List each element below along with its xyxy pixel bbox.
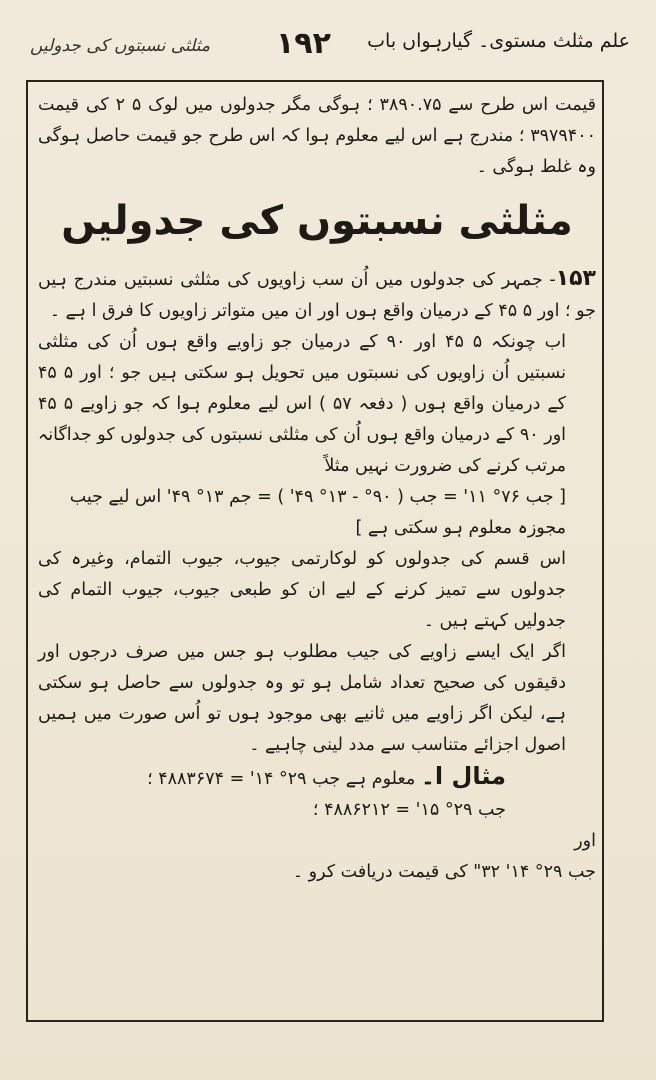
running-head: مثلثی نسبتوں کی جدولیں — [30, 36, 210, 56]
section-number: ۱۵۳ — [555, 266, 596, 291]
section-paragraph-1 — [38, 263, 596, 327]
section-paragraph-3: اس قسم کی جدولوں کو لوکارتمی جیوب، جیوب التمام، وغیرہ کی جدولوں سے تمیز کرنے کے لیے ان کو طبعی جیوب، جیوب التمام کی جدولیں کہتے ہیں ۔ — [38, 549, 566, 631]
page-content — [38, 90, 596, 888]
example-line-1 — [38, 761, 596, 795]
section-paragraph-1-text: - جمہر کی جدولوں میں اُن سب زاویوں کی مثلثی نسبتیں مندرج ہیں جو ؛ اور ۵ ۴۵ کے درمیان واقع ہوں اور ان میں متواتر زاویوں کا فرق ا ہے ۔ — [38, 270, 596, 321]
section-paragraph-2: اب چونکہ ۵ ۴۵ اور ۹۰ کے درمیان جو زاویے واقع ہوں اُن کی مثلثی نسبتیں اُن زاویوں کی نسبتوں میں تحویل ہو سکتی ہیں جو ؛ اور ۵ ۴۵ کے درمیان واقع ہوں ( دفعہ ۵۷ ) اس لیے معلوم ہوا کہ جو زاویے ۵ ۴۵ اور ۹۰ کے درمیان واقع ہوں اُن کی مثلثی نسبتوں کی جدولوں کو جداگانہ مرتب کرنے کی ضرورت نہیں مثلاً — [38, 332, 567, 476]
book-title-header: علم مثلث مستوی۔ گیارہواں باب — [367, 30, 630, 52]
example-line-3: جب ۲۹° ۱۴' ۳۲" کی قیمت دریافت کرو ۔ — [292, 862, 596, 882]
example-line-1-text: معلوم ہے جب ۲۹° ۱۴' = ۴۸۸۳۶۷۴ ؛ — [147, 769, 416, 789]
page-number: ۱۹۲ — [276, 26, 331, 61]
section-title: مثلثی نسبتوں کی جدولیں — [61, 198, 573, 244]
formula-bracket: [ جب ۷۶° ۱۱' = جب ( ۹۰° - ۱۳° ۴۹' ) = جم ۱۳° ۴۹' اس لیے جیب مجوزہ معلوم ہو سکتی ہے ] — [69, 487, 566, 538]
example-label: مثال ا۔ — [420, 762, 506, 790]
section-paragraph-4: اگر ایک ایسے زاویے کی جیب مطلوب ہو جس میں صرف درجوں اور دقیقوں کی صحیح تعداد شامل ہو تو وہ جدولوں سے حاصل ہو سکتی ہے، لیکن اگر زاویے میں ثانیے بھی موجود ہوں تو اُس صورت میں ہمیں اصول اجزائے متناسب سے مدد لینی چاہیے ۔ — [38, 642, 566, 755]
example-conj: اور — [574, 831, 596, 851]
example-line-2: جب ۲۹° ۱۵' = ۴۸۸۶۲۱۲ ؛ — [312, 800, 506, 820]
intro-paragraph: قیمت اس طرح سے ۳۸۹۰.۷۵ ؛ ہوگی مگر جدولوں میں لوک ۵ ۲ کی قیمت ۳۹۷۹۴۰۰ ؛ مندرج ہے اس لیے معلوم ہوا کہ اس طرح جو قیمت حاصل ہوگی وہ غلط ہوگی ۔ — [38, 95, 596, 177]
